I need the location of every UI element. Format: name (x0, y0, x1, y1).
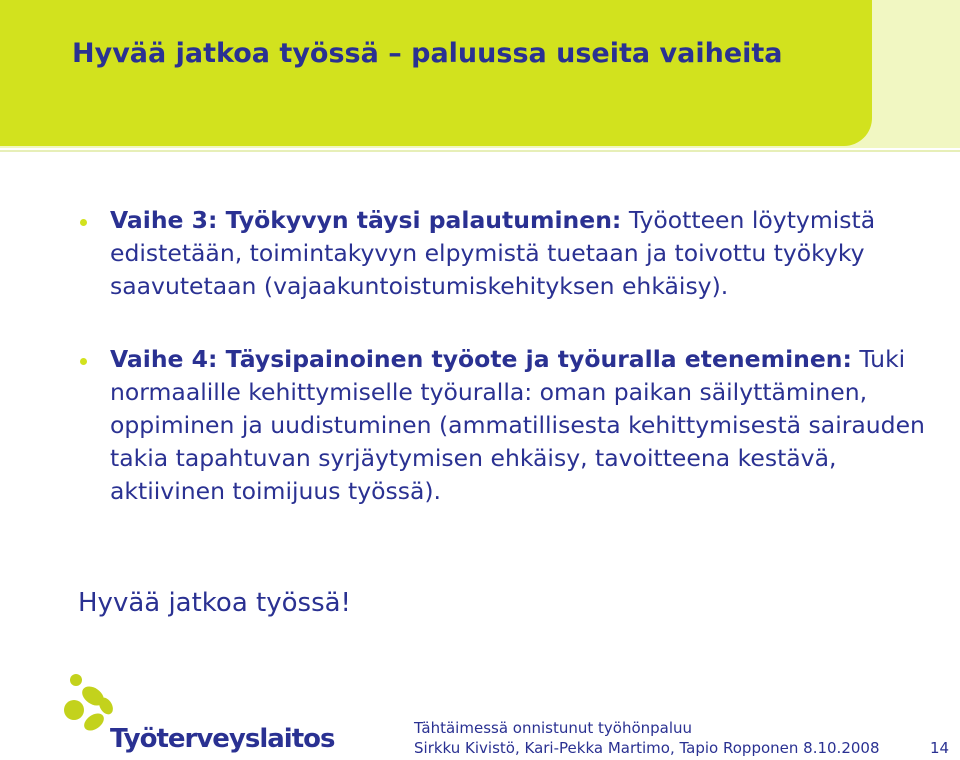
footer (414, 718, 884, 758)
bullet-text: Työotteen löytymistä edistetään, toimintakyvyn elpymistä tuetaan ja toivottu työkyky saavutetaan (vajaakuntoistumiskehityksen ehkäisy). (110, 206, 876, 300)
header-divider (0, 150, 960, 152)
footer-authors: Sirkku Kivistö, Kari-Pekka Martimo, Tapio Ropponen 8.10.2008 (414, 739, 880, 757)
bullet-dot-icon (80, 219, 87, 226)
logo-wordmark: Työterveyslaitos (110, 724, 335, 754)
organization-logo (62, 672, 335, 756)
closing-text: Hyvää jatkoa työssä! (78, 588, 351, 618)
bullet-dot-icon (80, 358, 87, 365)
bullet-item-vaihe-3 (80, 204, 940, 303)
bullet-heading: Vaihe 4: Täysipainoinen työote ja työuralla eteneminen: (110, 345, 852, 373)
slide-title: Hyvää jatkoa työssä – paluussa useita vaiheita (72, 38, 783, 69)
bullet-list (80, 204, 940, 548)
bullet-item-vaihe-4 (80, 343, 940, 508)
footer-subtitle: Tähtäimessä onnistunut työhönpaluu (414, 719, 693, 737)
bullet-heading: Vaihe 3: Työkyvyn täysi palautuminen: (110, 206, 622, 234)
page-number: 14 (930, 739, 950, 757)
header-band (0, 0, 872, 146)
bullet-text: Tuki normaalille kehittymiselle työuralla: oman paikan säilyttäminen, oppiminen ja uudistuminen (ammatillisesta kehittymisestä sairauden takia tapahtuvan syrjäytymisen ehkäisy, tavoitteena kestävä, aktiivinen toimijuus työssä). (110, 345, 925, 505)
